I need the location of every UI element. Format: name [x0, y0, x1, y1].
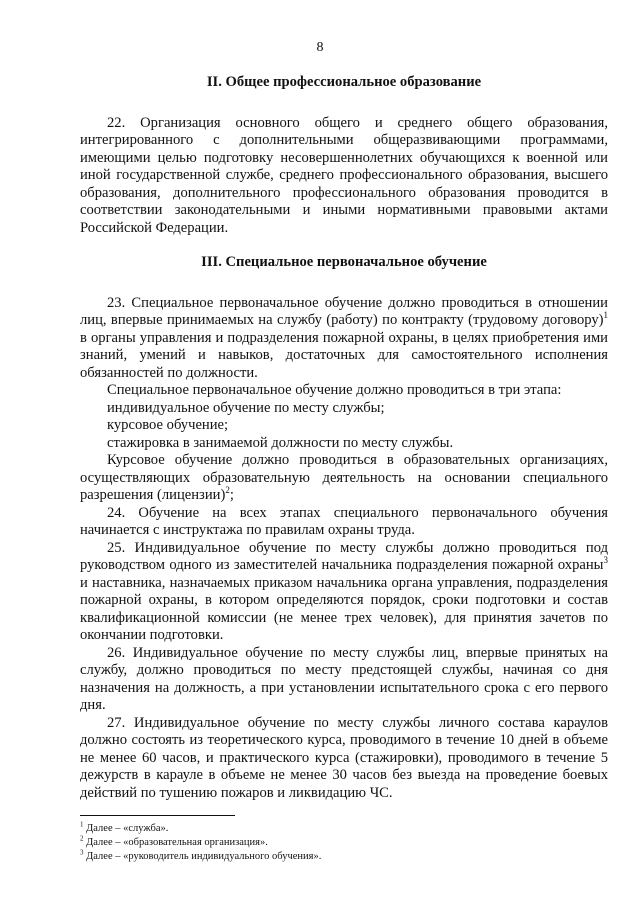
paragraph-24: 24. Обучение на всех этапах специального первоначального обучения начинается с инструктажа по правилам охраны труда.	[80, 504, 608, 538]
paragraph-25-text-a: 25. Индивидуальное обучение по месту службы должно проводиться под руководством одного из заместителей начальника подразделения пожарной охраны	[80, 539, 608, 573]
stage-item-course: курсовое обучение;	[107, 417, 229, 433]
footnote-ref-3: 3	[603, 555, 608, 566]
page-body	[80, 74, 608, 802]
stage-item-individual: индивидуальное обучение по месту службы;	[107, 399, 385, 416]
paragraph-25	[80, 540, 608, 645]
paragraph-25-text-b: и наставника, назначаемых приказом начальника органа управления, подразделения пожарной охраны, в котором определяются порядок, сроки подготовки и состав квалификационной комиссии (не менее трех человек), для принятия зачетов по окончании подготовки.	[80, 574, 608, 643]
footnote-3-text: Далее – «руководитель индивидуального обучения».	[83, 851, 322, 862]
footnote-1	[80, 822, 608, 836]
paragraph-23-text-b: в органы управления и подразделения пожарной охраны, в целях приобретения ими знаний, умений и навыков, достаточных для самостоятельного исполнения обязанностей по должности.	[80, 329, 608, 381]
footnote-2-mark: 2	[80, 834, 84, 843]
paragraph-22: 22. Организация основного общего и среднего общего образования, интегрированного с дополнительными общеразвивающими программами, имеющими целью подготовку несовершеннолетних обучающихся к военной или иной государственной службе, среднего профессионального образования, высшего образования, дополнительного профессионального образования проводится в соответствии законодательными и иными нормативными правовыми актами Российской Федерации.	[80, 114, 608, 236]
footnote-ref-1: 1	[603, 310, 608, 321]
paragraph-stages-intro: Специальное первоначальное обучение должно проводиться в три этапа:	[107, 382, 562, 398]
paragraph-course-text-a: Курсовое обучение должно проводиться в образовательных организациях, осуществляющих образовательную деятельность на основании специального разрешения (лицензии)	[80, 452, 608, 503]
section-title-general-education: II. Общее профессиональное образование	[206, 74, 482, 90]
section-title-initial-training: III. Специальное первоначальное обучение	[201, 254, 487, 270]
footnote-1-mark: 1	[80, 820, 84, 829]
footnote-1-text: Далее – «служба».	[83, 823, 169, 834]
paragraph-23	[80, 295, 608, 383]
stage-item-internship: стажировка в занимаемой должности по месту службы.	[107, 434, 454, 451]
paragraph-27: 27. Индивидуальное обучение по месту службы личного состава караулов должно состоять из теоретического курса, проводимого в течение 10 дней в объеме не менее 60 часов, и практического курса (стажировки), проводимого в течение 5 дежурств в карауле в объеме не менее 30 часов без выезда на проведение боевых действий по тушению пожаров и ликвидацию ЧС.	[80, 714, 608, 801]
paragraph-course-training	[80, 452, 608, 505]
footnote-2	[80, 836, 608, 850]
page-number: 8	[316, 40, 324, 55]
footnote-ref-2: 2	[225, 485, 230, 496]
footnotes	[80, 822, 608, 864]
footnote-3-mark: 3	[80, 848, 84, 857]
paragraph-23-text-a: 23. Специальное первоначальное обучение должно проводиться в отношении лиц, впервые принимаемых на службу (работу) по контракту (трудовому договору)	[80, 294, 608, 328]
footnote-2-text: Далее – «образовательная организация».	[83, 837, 268, 848]
footnote-separator	[80, 815, 235, 816]
paragraph-26: 26. Индивидуальное обучение по месту службы лиц, впервые принятых на службу, должно проводиться по месту предстоящей службы, начиная со дня назначения на должность, а при установлении испытательного срока с его первого дня.	[80, 644, 608, 713]
paragraph-course-text-b: ;	[229, 487, 234, 503]
footnote-3	[80, 850, 608, 864]
